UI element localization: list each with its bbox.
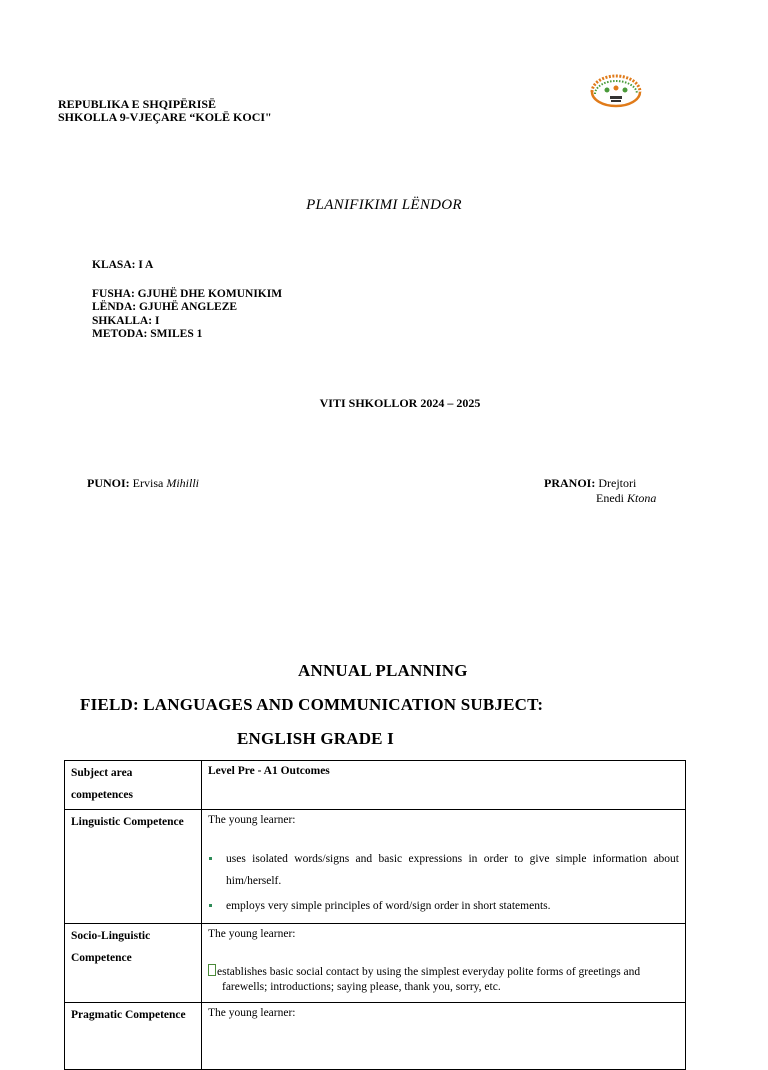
outcomes-cell bbox=[202, 810, 686, 924]
prepared-by bbox=[87, 476, 199, 491]
pranoi-last-name: Ktona bbox=[627, 491, 657, 505]
pranoi-role: Drejtori bbox=[598, 476, 637, 490]
bullet-icon bbox=[209, 857, 212, 860]
table-row bbox=[65, 1003, 686, 1070]
pranoi-label: PRANOI: bbox=[544, 476, 596, 490]
outcome-list bbox=[208, 848, 679, 917]
header-left bbox=[58, 98, 272, 124]
list-item: uses isolated words/signs and basic expressions in order to give simple information about him/herself. bbox=[226, 848, 679, 892]
grade-heading: ENGLISH GRADE I bbox=[237, 729, 394, 748]
competence-name: Socio-Linguistic Competence bbox=[65, 924, 202, 1003]
outcomes-cell bbox=[202, 1003, 686, 1070]
table-row bbox=[65, 810, 686, 924]
table-header-row bbox=[65, 761, 686, 810]
country-name: REPUBLIKA E SHQIPËRISË bbox=[58, 97, 217, 111]
lenda-line: LËNDA: GJUHË ANGLEZE bbox=[92, 301, 238, 313]
school-year: VITI SHKOLLOR 2024 – 2025 bbox=[319, 396, 481, 410]
school-emblem-icon bbox=[584, 68, 648, 110]
outcome-intro: The young learner: bbox=[208, 1007, 296, 1019]
pranoi-first-name: Enedi bbox=[596, 491, 624, 505]
approved-by bbox=[544, 476, 656, 506]
outcome-intro: The young learner: bbox=[208, 928, 296, 940]
annual-planning-heading: ANNUAL PLANNING bbox=[298, 661, 468, 680]
metoda-line: METODA: SMILES 1 bbox=[92, 328, 203, 340]
column-header-outcomes: Level Pre - A1 Outcomes bbox=[202, 761, 686, 810]
fusha-line: FUSHA: GJUHË DHE KOMUNIKIM bbox=[92, 287, 283, 300]
shkalla-line: SHKALLA: I bbox=[92, 314, 160, 327]
klasa-line: KLASA: I A bbox=[92, 259, 154, 271]
column-header-competences: Subject area competences bbox=[65, 761, 202, 810]
punoi-label: PUNOI: bbox=[87, 476, 130, 490]
school-name: SHKOLLA 9-VJEÇARE “KOLË KOCI" bbox=[58, 110, 272, 124]
punoi-first-name: Ervisa bbox=[132, 476, 164, 490]
punoi-last-name: Mihilli bbox=[166, 476, 199, 490]
outcome-intro: The young learner: bbox=[208, 814, 296, 826]
plan-title: PLANIFIKIMI LËNDOR bbox=[306, 197, 462, 213]
outcome-text: establishes basic social contact by using the simplest everyday polite forms of greetings and farewells; introductions; saying please, thank you, sorry, etc. bbox=[208, 964, 679, 995]
bullet-icon bbox=[209, 904, 212, 907]
class-info bbox=[92, 259, 282, 342]
list-item: employs very simple principles of word/sign order in short statements. bbox=[226, 895, 679, 917]
table-row bbox=[65, 924, 686, 1003]
missing-glyph-icon bbox=[208, 964, 216, 976]
competence-name: Linguistic Competence bbox=[65, 810, 202, 924]
outcomes-cell bbox=[202, 924, 686, 1003]
competence-name: Pragmatic Competence bbox=[65, 1003, 202, 1070]
field-heading: FIELD: LANGUAGES AND COMMUNICATION SUBJECT: bbox=[80, 695, 544, 714]
